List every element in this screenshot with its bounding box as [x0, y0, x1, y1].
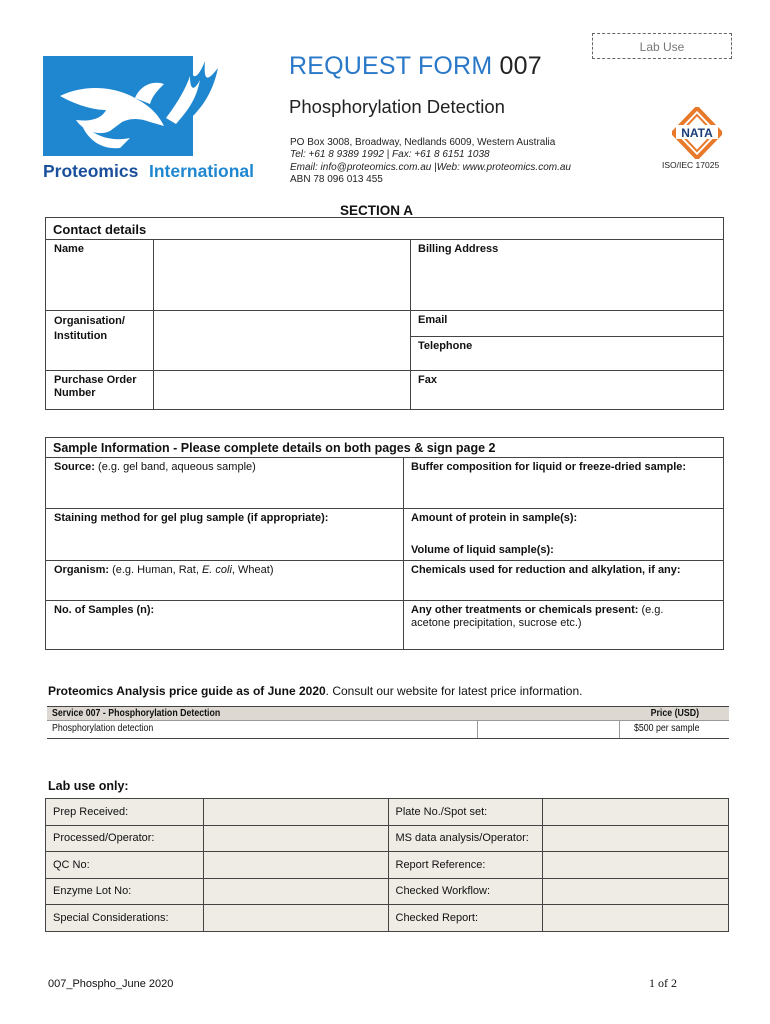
- ms-data-analysis-field[interactable]: [543, 825, 729, 852]
- prep-received-field[interactable]: [203, 799, 388, 826]
- qc-no-label: QC No:: [46, 852, 204, 879]
- ms-data-analysis-label: MS data analysis/Operator:: [388, 825, 543, 852]
- footer-document-code: 007_Phospho_June 2020: [48, 978, 174, 990]
- table-row: [46, 825, 729, 852]
- email-label: Email: [418, 314, 448, 326]
- billing-address-field[interactable]: [512, 241, 722, 308]
- address-block: [290, 137, 571, 186]
- no-samples-field[interactable]: [47, 618, 401, 648]
- address-line: PO Box 3008, Broadway, Nedlands 6009, Western Australia: [290, 137, 556, 148]
- plate-no-field[interactable]: [543, 799, 729, 826]
- section-a-heading: SECTION A: [340, 203, 414, 218]
- name-label: Name: [54, 243, 84, 255]
- fax-field[interactable]: [445, 372, 722, 408]
- checked-report-label: Checked Report:: [388, 905, 543, 932]
- prep-received-label: Prep Received:: [46, 799, 204, 826]
- checked-workflow-field[interactable]: [543, 878, 729, 905]
- logo-text-international: International: [149, 161, 255, 181]
- proteomics-international-logo: [40, 56, 270, 186]
- table-row: [46, 905, 729, 932]
- report-reference-label: Report Reference:: [388, 852, 543, 879]
- fax-label: Fax: [418, 374, 437, 386]
- amount-field[interactable]: [405, 526, 722, 542]
- organisation-field[interactable]: [155, 312, 408, 368]
- no-samples-label: No. of Samples (n):: [54, 604, 155, 616]
- plate-no-label: Plate No./Spot set:: [388, 799, 543, 826]
- buffer-field[interactable]: [405, 475, 722, 506]
- report-reference-field[interactable]: [543, 852, 729, 879]
- processed-operator-label: Processed/Operator:: [46, 825, 204, 852]
- checked-workflow-label: Checked Workflow:: [388, 878, 543, 905]
- table-row: [46, 852, 729, 879]
- checked-report-field[interactable]: [543, 905, 729, 932]
- organisation-label: Organisation/ Institution: [54, 315, 125, 342]
- nata-text: NATA: [681, 126, 713, 140]
- purchase-order-field[interactable]: [155, 372, 408, 408]
- contact-details-title: Contact details: [53, 222, 147, 237]
- billing-address-label: Billing Address: [418, 243, 499, 255]
- volume-field[interactable]: [570, 542, 722, 558]
- title-number: 007: [499, 52, 542, 80]
- iso-label: ISO/IEC 17025: [662, 160, 720, 170]
- chemicals-field[interactable]: [405, 578, 722, 598]
- enzyme-lot-no-field[interactable]: [203, 878, 388, 905]
- logo-text-proteomics: Proteomics: [43, 161, 139, 181]
- title-main: REQUEST FORM: [289, 52, 500, 80]
- abn-line: ABN 78 096 013 455: [290, 173, 383, 185]
- organism-field[interactable]: [47, 578, 401, 598]
- lab-use-table: [45, 798, 729, 932]
- email-field[interactable]: [460, 312, 722, 334]
- name-field[interactable]: [155, 241, 408, 308]
- table-row: [46, 799, 729, 826]
- service-header: Service 007 - Phosphorylation Detection: [52, 708, 221, 719]
- chemicals-label: Chemicals used for reduction and alkylation, if any:: [411, 564, 681, 576]
- lab-use-box: Lab Use: [592, 33, 732, 59]
- special-considerations-field[interactable]: [203, 905, 388, 932]
- page-title: [289, 52, 542, 81]
- other-treatments-label: Any other treatments or chemicals present: (e.g. acetone precipitation, sucrose etc.): [411, 604, 664, 629]
- processed-operator-field[interactable]: [203, 825, 388, 852]
- service-row: Phosphorylation detection: [52, 723, 154, 734]
- page-subtitle: Phosphorylation Detection: [289, 96, 505, 117]
- special-considerations-label: Special Considerations:: [46, 905, 204, 932]
- organism-label: Organism: (e.g. Human, Rat, E. coli, Wheat): [54, 564, 274, 576]
- purchase-order-label: Purchase Order Number: [54, 374, 137, 399]
- staining-field[interactable]: [47, 526, 401, 558]
- table-row: [46, 878, 729, 905]
- price-row: $500 per sample: [633, 723, 699, 734]
- phone-line: Tel: +61 8 9389 1992 | Fax: +61 8 6151 1038: [290, 149, 490, 161]
- lab-use-only-heading: Lab use only:: [48, 779, 129, 793]
- qc-no-field[interactable]: [203, 852, 388, 879]
- footer-page-number: 1 of 2: [649, 976, 677, 990]
- price-header: Price (USD): [650, 708, 699, 719]
- sample-information-title: Sample Information - Please complete details on both pages & sign page 2: [53, 441, 496, 455]
- volume-label: Volume of liquid sample(s):: [411, 544, 554, 556]
- email-line: Email: info@proteomics.com.au |Web: www.proteomics.com.au: [290, 161, 571, 173]
- telephone-label: Telephone: [418, 340, 473, 352]
- source-field[interactable]: [47, 475, 401, 506]
- source-label: Source: (e.g. gel band, aqueous sample): [54, 461, 256, 473]
- nata-logo: [672, 107, 722, 159]
- price-guide-text: Proteomics Analysis price guide as of June 2020. Consult our website for latest price information.: [48, 684, 583, 698]
- other-treatments-field[interactable]: [405, 632, 722, 648]
- staining-label: Staining method for gel plug sample (if appropriate):: [54, 512, 329, 524]
- amount-label: Amount of protein in sample(s):: [411, 512, 578, 524]
- buffer-label: Buffer composition for liquid or freeze-dried sample:: [411, 461, 687, 473]
- telephone-field[interactable]: [485, 338, 722, 368]
- enzyme-lot-no-label: Enzyme Lot No:: [46, 878, 204, 905]
